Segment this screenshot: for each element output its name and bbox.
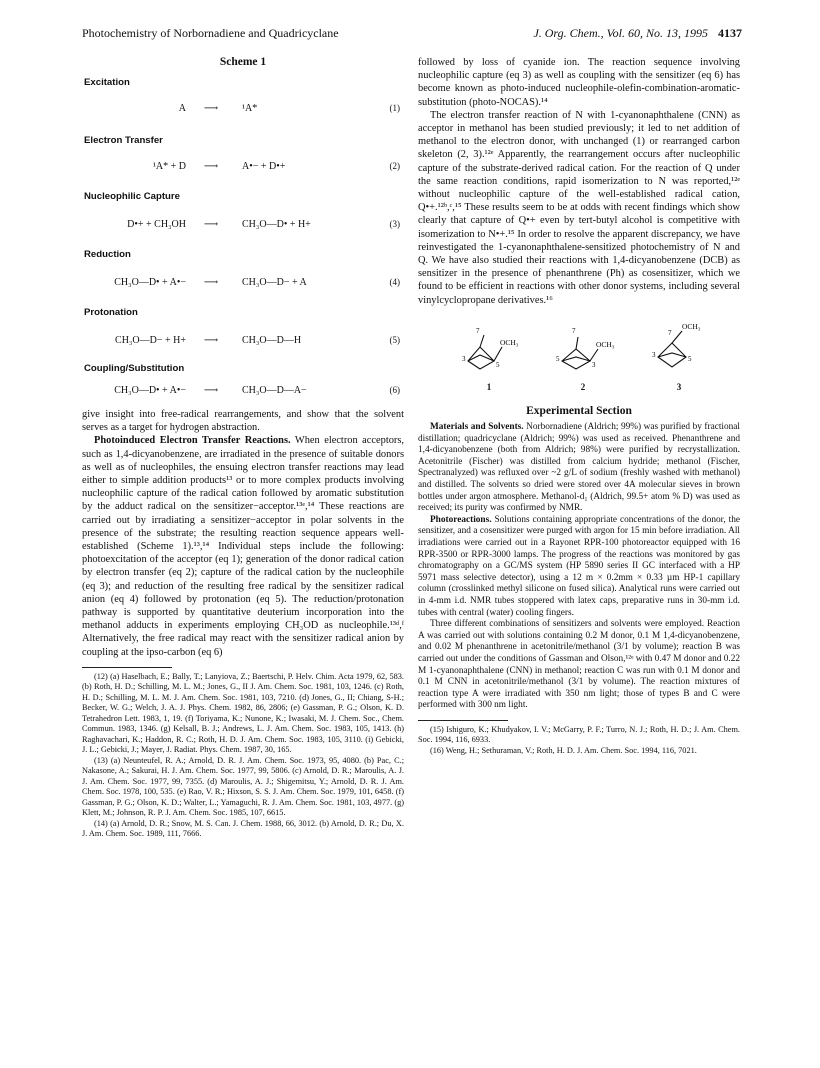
reaction-arrow: ⟶ [203, 103, 219, 114]
paragraph-photoreactions [418, 515, 740, 619]
compound-number: 1 [486, 381, 492, 392]
substituent-label: OCH₃ [596, 339, 615, 349]
eq-lhs: CH₃O—D− + H+ [115, 335, 186, 346]
paragraph-cnn-reaction: The electron transfer reaction of N with 1-cyanonaphthalene (CNN) as acceptor in methanol has been studied previously; it led to net addition of methanol to the electron donor, with unchanged (1) or rearranged carbon skeleton (2, 3).¹²ᵉ Apparently, the rearrangement occurs after nucleophilic capture of the substrate-derived radical cation. For the reaction of Q under the same reaction conditions, rapid isomerization to N was reported,¹²ᵉ without nucleophilic capture of the well-established radical cation, Q•+.¹²ᵇ,ᶜ,¹⁵ These results seem to be at odds with recent findings which show clearly that capture of Q•+ even by tert-butyl alcohol is competitive with isomerization to N•+.¹⁵ In order to resolve the apparent discrepancy, we have reinvestigated the 1-cyanonaphthalene-sensitized photochemistry of N and Q. We have also studied their reactions with 1,4-dicyanobenzene (DCB) as sensitizer in the presence of phenanthrene (Ph) as cosensitizer, which we found to be efficient in reactions with other donor systems, including several vinylcyclopropane derivatives.¹⁶ [418, 109, 740, 306]
equation-5 [82, 334, 404, 348]
structure-2 [548, 317, 618, 395]
paragraph-pet-reactions [82, 434, 404, 658]
page-number: 4137 [718, 26, 742, 40]
eq-number: (3) [389, 219, 400, 229]
position-label: 3 [462, 354, 466, 363]
experimental-body [418, 422, 740, 712]
reaction-arrow: ⟶ [203, 335, 219, 346]
header-title: Photochemistry of Norbornadiene and Quadricyclane [82, 26, 339, 40]
running-header [82, 26, 742, 42]
eq-lhs: CH₃O—D• + A•− [114, 277, 186, 288]
position-label: 5 [496, 360, 500, 369]
compound-number: 2 [580, 381, 586, 392]
reaction-arrow: ⟶ [203, 277, 219, 288]
run-in-heading: Photoinduced Electron Transfer Reactions. [94, 435, 291, 447]
equation-3 [82, 218, 404, 232]
scheme-1 [82, 56, 404, 396]
step-label-protonation: Protonation [84, 307, 138, 318]
eq-number: (5) [389, 335, 400, 345]
position-label: 3 [592, 360, 596, 369]
structure-1 [454, 317, 524, 395]
step-label-coupling: Coupling/Substitution [84, 363, 185, 374]
paragraph-continuation-right: followed by loss of cyanide ion. The reaction sequence involving nucleophilic capture (eq 3) as well as coupling with the sensitizer (eq 6) has become known as photo-induced nucleophile-olefin-combination-aromatic-substitution (photo-NOCAS).¹⁴ [418, 57, 740, 108]
footnote-16: (16) Weng, H.; Sethuraman, V.; Roth, H. D. J. Am. Chem. Soc. 1994, 116, 7021. [430, 745, 697, 755]
eq-rhs: A•− + D•+ [242, 161, 286, 172]
eq-rhs: CH₃O—D− + A [242, 277, 307, 288]
eq-rhs: CH₃O—D—H [242, 335, 302, 346]
eq-lhs: A [178, 103, 186, 114]
header-citation [533, 26, 742, 41]
reaction-arrow: ⟶ [203, 161, 219, 172]
position-label: 3 [652, 350, 656, 359]
step-label-electron-transfer: Electron Transfer [84, 135, 163, 146]
scheme-title: Scheme 1 [219, 56, 267, 68]
eq-rhs: CH₃O—D• + H+ [242, 219, 311, 230]
equation-6 [82, 384, 404, 398]
paragraph-body: When electron acceptors, such as 1,4-dicyanobenzene, are irradiated in the presence of suitable donors as well as of nucleophiles, the ensuing electron transfer reactions may lead either to simple addition products¹³ or to more complex products involving nucleophilic capture of the radical cation followed by aromatic substitution by the adduct radical on the sensitizer−acceptor.¹³ᵉ,¹⁴ These reactions are carried out by irradiating a sensitizer−acceptor in polar solvents in the presence of the substrate; the resulting reaction sequence appears well-established (Scheme 1).¹³,¹⁴ Individual steps include the following: photoexcitation of the acceptor (eq 1); generation of the donor radical cation by electron transfer (eq 2); capture of the radical cation by the nucleophile (eq 3); and reduction of the resulting free radical by the sensitizer radical anion (eq 4) followed by protonation (eq 5). The reduction/protonation pathway is supported by quantitative deuterium incorporation into the methanol adducts in experiments employing CH₃OD as nucleophile.¹³ᵈ,ᶠ Alternatively, the free radical may react with the sensitizer radical anion by coupling at the ipso-carbon (eq 6) [82, 435, 404, 658]
position-label: 7 [476, 326, 480, 335]
footnote-15: (15) Ishiguro, K.; Khudyakov, I. V.; McGarry, P. F.; Turro, N. J.; Roth, H. D.; J. Am. Chem. Soc. 1994, 116, 6933. [418, 724, 740, 745]
structures-figure [418, 317, 740, 395]
footnote-12: (12) (a) Haselbach, E.; Bally, T.; Lanyiova, Z.; Baertschi, P. Helv. Chim. Acta 1979, 62, 583. (b) Roth, H. D.; Schilling, M. L. M.; Jones, G., II J. Am. Chem. Soc. 1981, 103, 1246. (c) Roth, H. D.; Schilling, M. L. M. J. Am. Chem. Soc. 1981, 103, 7210. (d) Jones, G., II; Chiang, S-H.; Becker, W. G.; Welch, J. A. J. Phys. Chem. 1982, 86, 2806; (e) Gassman, P. G.; Olson, K. D. Tetrahedron Lett. 1983, 1, 19. (f) Toriyama, K.; Nunone, K.; Iwasaki, M. J. Chem. Soc., Chem. Commun. 1983, 1346. (g) Kelsall, B. J.; Andrews, L. J. Am. Chem. Soc. 1983, 105, 1413. (h) Raghavachari, K.; Haddon, R. C.; Roth, H. D. J. Am. Chem. Soc. 1983, 105, 3110. (i) Gebicki, J. L.; Gebicki, J.; Mayer, J. Radiat. Phys. Chem. 1987, 30, 165. [82, 671, 404, 755]
position-label: 7 [668, 328, 672, 337]
eq-number: (2) [389, 161, 400, 171]
eq-rhs: CH₃O—D—A− [242, 385, 307, 396]
compound-number: 3 [676, 381, 682, 392]
eq-lhs: ¹A* + D [152, 161, 186, 172]
right-column [418, 56, 740, 756]
substituent-label: OCH₃ [682, 321, 701, 331]
left-column [82, 56, 404, 840]
paragraph-body: Solutions containing appropriate concentrations of the donor, the sensitizer, and a cosensitizer were purged with argon for 15 min before irradiation. All irradiations were carried out in a Rayonet RPR-100 photoreactor equipped with 16 RPR-3500 or RPR-3000 lamps. The progress of the reactions was monitored by gas chromatography on a GC/MS system (HP 5890 series II GC interfaced with a HP 5971 mass selective detector), using a 12 m × 0.2mm × 0.33 µm HP-1 capillary column (crosslinked methyl silicone on fused silica). Analytical runs were carried out in 4-mm i.d. NMR tubes stoppered with latex caps, preparative runs in 30-mm i.d. tubes with central (water) cooling fingers. [418, 514, 740, 618]
eq-lhs: CH₃O—D• + A•− [114, 385, 186, 396]
eq-number: (6) [389, 385, 400, 395]
position-label: 7 [572, 326, 576, 335]
equation-2 [82, 160, 404, 174]
eq-number: (4) [389, 277, 400, 287]
footnotes-left [82, 672, 404, 840]
step-label-excitation: Excitation [84, 77, 130, 88]
tricyclic-ether-drawing [454, 317, 524, 379]
position-label: 5 [688, 354, 692, 363]
footnotes-right [418, 725, 740, 757]
paragraph-combinations: Three different combinations of sensitizers and solvents were employed. Reaction A was carried out with solutions containing 0.2 M donor, 0.1 M 1,4-dicyanobenzene, and 0.02 M phenanthrene in acetonitrile/methanol (3/1 by volume); reaction B was carried out under the conditions of Gassman and Olson,¹²ᵉ with 0.47 M donor and 0.22 M 1-cyanonaphthalene (CNN) in methanol; reaction C was run with 0.1 M donor and 0.1 M CNN in acetonitrile/methanol (3/1 by volume). The reaction mixtures of reaction type A were irradiated with 350 nm light; those of types B and C were performed with 300 nm light. [418, 619, 740, 711]
footnote-14: (14) (a) Arnold, D. R.; Snow, M. S. Can. J. Chem. 1988, 66, 3012. (b) Arnold, D. R.; Du, X. J. Am. Chem. Soc. 1989, 111, 7666. [82, 818, 404, 839]
tricyclic-ether-drawing [548, 317, 618, 379]
tricyclic-ether-drawing [644, 317, 714, 379]
equation-1 [82, 102, 404, 116]
reaction-arrow: ⟶ [203, 385, 219, 396]
step-label-reduction: Reduction [84, 249, 131, 260]
section-heading: Experimental Section [526, 404, 632, 417]
eq-lhs: D•+ + CH₃OH [127, 219, 186, 230]
reaction-arrow: ⟶ [203, 219, 219, 230]
paragraph-materials [418, 422, 740, 515]
paragraph-continuation: give insight into free-radical rearrangements, and show that the solvent serves as a target for hydrogen abstraction. [82, 409, 404, 434]
run-in-heading: Materials and Solvents. [430, 422, 524, 433]
substituent-label: OCH₃ [500, 337, 519, 347]
eq-rhs: ¹A* [242, 103, 258, 114]
position-label: 5 [556, 354, 560, 363]
structure-3 [644, 317, 714, 395]
footnote-rule [82, 667, 172, 668]
eq-number: (1) [389, 103, 400, 113]
paragraph-body: Norbornadiene (Aldrich; 99%) was purified by fractional distillation; quadricyclane (Aldrich; 99%) was used as received. Phenanthrene and 1,4-dicyanobenzene (both from Aldrich; 98%) were purified by recrystallization. Acetonitrile (Fischer) was distilled from calcium hydride; methanol (Fischer, Spectranalyzed) was refluxed over ~2 g/L of sodium (freshly washed with methanol) and distilled. The solvents so dried were stored over 4A molecular sieves in brown bottles under argon atmosphere. Methanol-d₁ (Aldrich, 99.5+ atom % D) was used as received; its purity was confirmed by NMR. [418, 422, 741, 514]
footnote-rule [418, 720, 508, 721]
step-label-nucleophilic-capture: Nucleophilic Capture [84, 191, 180, 202]
journal-citation: J. Org. Chem., Vol. 60, No. 13, 1995 [533, 26, 708, 40]
run-in-heading: Photoreactions. [430, 514, 492, 525]
footnote-13: (13) (a) Neunteufel, R. A.; Arnold, D. R. J. Am. Chem. Soc. 1973, 95, 4080. (b) Pac, C.; Nakasone, A.; Sakurai, H. J. Am. Chem. Soc. 1977, 99, 5806. (c) Arnold, D. R.; Maroulis, A. J. J. Am. Chem. Soc. 1977, 99, 7355. (d) Maroulis, A. J.; Shigemitsu, Y.; Arnold, D. R. J. Am. Chem. Soc. 1978, 100, 535. (e) Rao, V. R.; Hixson, S. S. J. Am. Chem. Soc. 1979, 101, 6458. (f) Gassman, P. G.; Olson, K. D.; Walter, L.; Yamaguchi, R. J. Am. Chem. Soc. 1981, 103, 4977. (g) Klett, M.; Johnson, R. P. J. Am. Chem. Soc. 1985, 107, 6615. [82, 755, 404, 818]
equation-4 [82, 276, 404, 290]
